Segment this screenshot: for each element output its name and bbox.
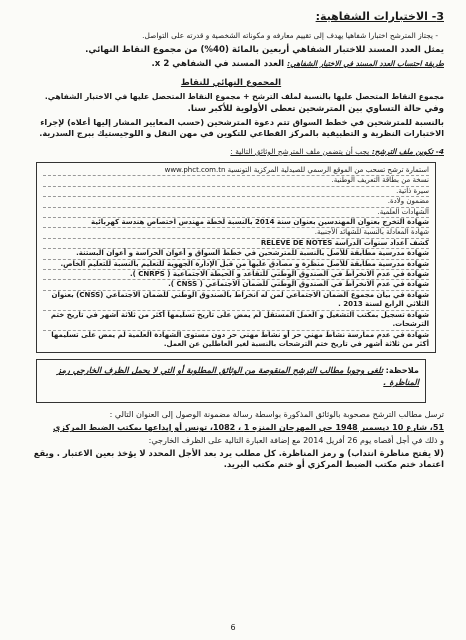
document-item: مضمون ولادة. [43, 197, 429, 207]
document-item: شهادة مدرسية مطابقة للأصل منظرة و مصادق عليها من قبل الإدارة الجهوية للتعليم بالنسبة للتعليم الخاص. [43, 260, 429, 270]
document-item: شهادة المعادلة بالنسبة للشهائد الأجنبية. [43, 228, 429, 238]
deadline-line: و ذلك في أجل أقصاه يوم 26 أفريل 2014 مع إضافة العبارة التالية على الظرف الخارجي: [148, 436, 444, 446]
document-item: شهادة في عدم ممارسة نشاط مهني حر أو نشاط مهني حر دون مستوى الشهادة العلمية لم يمض على تسليمها أكثر من ثلاثة أشهر في تاريخ ختم الترشحات بالنسبة لغير العاطلين عن العمل. [51, 330, 429, 348]
document-item: سيرة ذاتية. [43, 187, 429, 197]
submission-instructions: ترسل مطالب الترشح مصحوبة بالوثائق المذكورة بواسطة رسالة مضمونة الوصول إلى العنوان التالي : [109, 410, 444, 420]
calculation-method-label: طريقة احتساب العدد المسند في الاختبار الشفاهي: [287, 59, 444, 68]
document-item: نسخة من بطاقة التعريف الوطنية. [43, 176, 429, 186]
required-documents-box [36, 162, 436, 353]
final-score-title: المجموع النهائي للنقاط [180, 78, 282, 88]
document-item: الشهادات العلمية. [43, 208, 429, 218]
document-item: شهادة في بيان مجموع الضمان الاجتماعي لمن له انخراط بالصندوق الوطني للضمان الاجتماعي (CNSS) بعنوان الثلاثي الرابع لسنة 2013 . [43, 291, 429, 311]
document-item: شهادة في عدم الانخراط في الصندوق الوطني للضمان الاجتماعي ( CNSS ). [43, 280, 429, 290]
section-4-heading [18, 147, 444, 156]
oral-exam-weight: يمثل العدد المسند للاختبار الشفاهي أربعين بالمائة (40%) من مجموع النقاط النهائي. [85, 45, 444, 55]
section-4-title: 4- تكوين ملف الترشح: [371, 147, 444, 156]
postal-address: 51، شارع 10 ديسمبر 1948 حي المهرجان المنزه 1 ، 1082، تونس أو إيداعها بمكتب الضبط المركزي [53, 423, 444, 433]
section-4-intro: يجب أن يتضمن ملف المترشح الوثائق التالية : [230, 147, 370, 156]
drivers-paragraph: بالنسبة للمترشحين في خطط السواق تتم دعوة المترشحين (حسب المعايير المشار إليها أعلاه) لإجراء الاختبارات النظرية و التطبيقية بالمركز القطاعي للتكوين في مهن النقل و اللوجيستيك ببرج السدرية. [39, 117, 444, 138]
note-label: ملاحظة: [385, 365, 419, 376]
document-item: شهادة مدرسية مطابقة للأصل بالنسبة للمترشحين في خطط السواق و أعوان الحراسة و أعوان البستنة. [43, 249, 429, 259]
document-item: استمارة ترشح تسحب من الموقع الرسمي للصيدلية المركزية التونسية www.phct.com.tn [43, 166, 429, 176]
document-item: كشف أعداد سنوات الدراسة RELEVE DE NOTES [43, 239, 429, 249]
document-item: شهادة التخرج بعنوان المهندسين بعنوان سنة 2014 بالنسبة لخطة مهندس اختصاص هندسة كهربائية [43, 218, 429, 228]
document-item: شهادة تسجيل بمكتب التشغيل و العمل المستقل لم يمض على تاريخ تسليمها أكثر من ثلاثة أشهر في تاريخ ختم الترشحات. [43, 311, 429, 331]
section-3-title: 3- الاختبارات الشفاهية: [315, 10, 444, 23]
note-body: تلغى وجوبا مطالب الترشح المنقوصة من الوثائق المطلوبة أو التي لا يحمل الظرف الخارجي رمز المناظرة . [57, 365, 419, 388]
tie-break-rule: وفي حالة التساوي بين المترشحين تعطى الأولوية للأكبر سنا. [187, 104, 444, 114]
envelope-warning: (لا يفتح مناظرة انتداب) و رمز المناظرة. كل مطلب يرد بعد الأجل المحدد لا يؤخذ بعين الاعتبار . ويقع اعتماد ختم مكتب الضبط المركزي أو ختم مكتب البريد. [33, 448, 444, 470]
final-score-description: مجموع النقاط المتحصل عليها بالنسبة لملف الترشح + مجموع النقاط المتحصل عليها في الاختبار الشفاهي. [44, 92, 444, 101]
note-box [36, 359, 426, 403]
calculation-method [18, 58, 444, 70]
calculation-method-formula: العدد المسند في الشفاهي x 2. [151, 59, 285, 69]
oral-exam-bullet: - يجتاز المترشح اختبارا شفاهيا يهدف إلى تقييم معارفه و مكوناته الشخصية و قدرته على التواصل. [142, 31, 438, 40]
document-item: شهادة في عدم الانخراط في الصندوق الوطني للتقاعد و الحيطة الاجتماعية ( CNRPS ). [43, 270, 429, 280]
page-number: 6 [230, 623, 236, 632]
